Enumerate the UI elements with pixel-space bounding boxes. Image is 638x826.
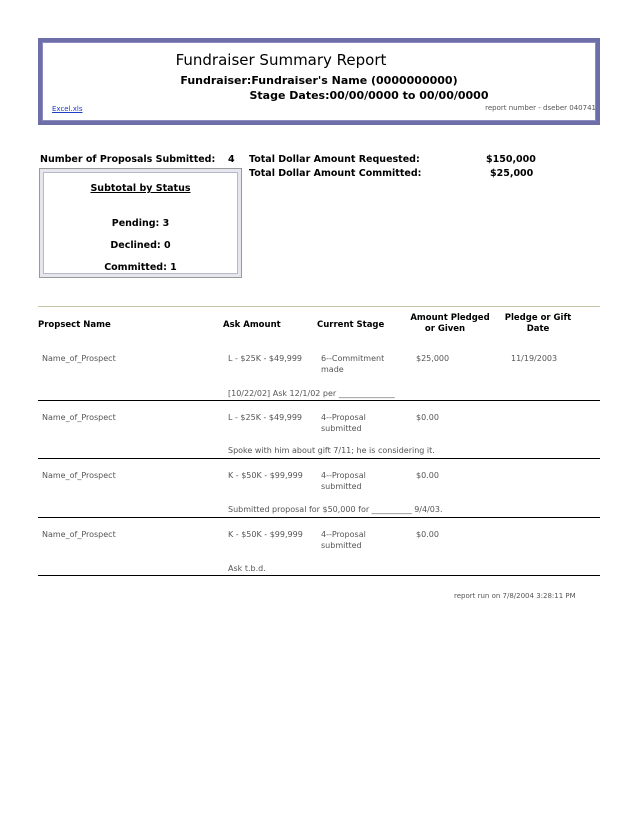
table-row-pledged: $0.00 — [416, 530, 439, 539]
proposals-submitted-label: Number of Proposals Submitted: — [40, 154, 216, 165]
table-row-stage-cont: submitted — [321, 482, 362, 491]
table-row-ask-amount: K - $50K - $99,999 — [228, 530, 303, 539]
report-number: report number - dseber 040741 — [485, 104, 596, 112]
table-row-stage: 4--Proposal — [321, 530, 366, 539]
table-row-pledged: $25,000 — [416, 354, 450, 363]
row-divider — [38, 400, 600, 401]
col-header-stage: Current Stage — [317, 320, 385, 330]
table-row-stage-cont: made — [321, 365, 344, 374]
stage-dates-line: Stage Dates:00/00/0000 to 00/00/0000 — [249, 89, 489, 102]
table-row-stage-cont: submitted — [321, 541, 362, 550]
col-header-prospect: Propsect Name — [38, 320, 111, 330]
row-divider — [38, 517, 600, 518]
row-divider — [38, 575, 600, 576]
table-row-stage: 6--Commitment — [321, 354, 385, 363]
report-title: Fundraiser Summary Report — [175, 51, 387, 69]
table-row-ask-amount: L - $25K - $49,999 — [228, 413, 302, 422]
table-top-rule — [38, 306, 600, 307]
table-row-date: 11/19/2003 — [511, 354, 558, 363]
col-header-pledged-1: Amount Pledged — [410, 313, 490, 323]
table-row-pledged: $0.00 — [416, 413, 439, 422]
table-row-prospect-name: Name_of_Prospect — [42, 413, 116, 422]
table-row-note: Spoke with him about gift 7/11; he is considering it. — [228, 446, 435, 455]
report-run-timestamp: report run on 7/8/2004 3:28:11 PM — [454, 592, 576, 600]
table-row-prospect-name: Name_of_Prospect — [42, 471, 116, 480]
table-row-pledged: $0.00 — [416, 471, 439, 480]
table-row-ask-amount: L - $25K - $49,999 — [228, 354, 302, 363]
table-row-prospect-name: Name_of_Prospect — [42, 354, 116, 363]
table-row-prospect-name: Name_of_Prospect — [42, 530, 116, 539]
table-row-stage-cont: submitted — [321, 424, 362, 433]
status-declined: Declined: 0 — [110, 240, 171, 251]
table-row-stage: 4--Proposal — [321, 413, 366, 422]
proposals-submitted-value: 4 — [228, 154, 235, 165]
status-subtotal-title: Subtotal by Status — [90, 183, 191, 194]
amount-committed-value: $25,000 — [490, 168, 534, 179]
amount-committed-label: Total Dollar Amount Committed: — [249, 168, 422, 179]
fundraiser-name-line: Fundraiser:Fundraiser's Name (0000000000) — [180, 74, 458, 87]
status-pending: Pending: 3 — [111, 218, 170, 229]
status-committed: Committed: 1 — [104, 262, 177, 273]
table-row-note: Ask t.b.d. — [228, 564, 266, 573]
table-row-note: [10/22/02] Ask 12/1/02 per ______________ — [228, 389, 395, 398]
excel-export-link[interactable]: Excel.xls — [52, 105, 83, 113]
row-divider — [38, 458, 600, 459]
col-header-date-2: Date — [526, 324, 550, 334]
col-header-date-1: Pledge or Gift — [504, 313, 572, 323]
amount-requested-value: $150,000 — [486, 154, 536, 165]
col-header-pledged-2: or Given — [424, 324, 466, 334]
table-row-stage: 4--Proposal — [321, 471, 366, 480]
table-row-note: Submitted proposal for $50,000 for __________ 9/4/03. — [228, 505, 443, 514]
table-row-ask-amount: K - $50K - $99,999 — [228, 471, 303, 480]
amount-requested-label: Total Dollar Amount Requested: — [249, 154, 420, 165]
col-header-ask: Ask Amount — [223, 320, 281, 330]
